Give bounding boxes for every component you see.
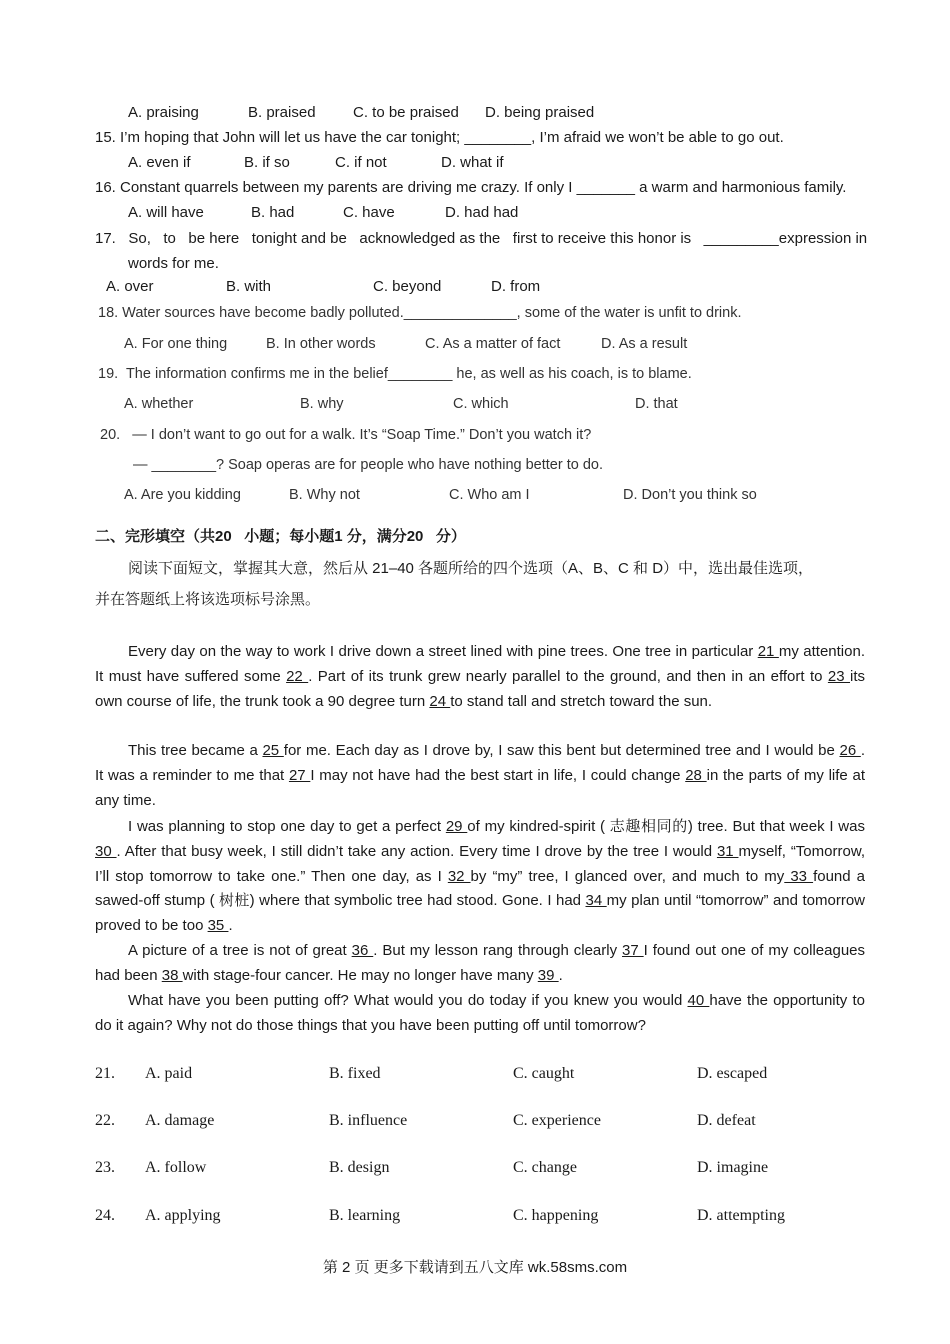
q15-option-a: A. even if	[128, 154, 191, 171]
q16-option-b: B. had	[251, 204, 295, 221]
q19-option-d: D. that	[635, 396, 678, 412]
blank-26: 26	[839, 742, 861, 759]
answer-number: 23.	[95, 1159, 115, 1176]
answer-option-c: C. change	[513, 1159, 577, 1176]
q16-option-a: A. will have	[128, 204, 204, 221]
q17-option-c: C. beyond	[373, 278, 442, 295]
q20-option-b: B. Why not	[289, 487, 360, 503]
q14-option-a: A. praising	[128, 104, 199, 121]
answer-number: 22.	[95, 1112, 115, 1129]
answer-option-c: C. experience	[513, 1112, 601, 1129]
q19-option-a: A. whether	[124, 396, 194, 412]
section-instructions-continued: 并在答题纸上将该选项标号涂黑。	[95, 591, 321, 608]
answer-option-a: A. follow	[145, 1159, 207, 1176]
q20-option-d: D. Don’t you think so	[623, 487, 757, 503]
section-instructions: 阅读下面短文，掌握其大意，然后从 21–40 各题所给的四个选项（A、B、C 和 D）中，选出最佳选项，	[128, 560, 814, 577]
blank-31: 31	[716, 842, 739, 860]
answer-option-d: D. defeat	[697, 1112, 756, 1129]
answer-option-c: C. caught	[513, 1065, 575, 1082]
q14-option-b: B. praised	[248, 104, 316, 121]
passage-paragraph-4: A picture of a tree is not of great 36 . But my lesson rang through clearly 37 I found out one of my colleagues had been 38 with stage-four cancer. He may no longer have many 39 .	[95, 942, 866, 984]
answer-option-d: D. imagine	[697, 1159, 769, 1176]
q17-option-d: D. from	[491, 278, 541, 295]
blank-27: 27	[288, 766, 311, 784]
passage-paragraph-5: What have you been putting off? What would you do today if you knew you would 40 have the opportunity to do it again? Why not do those things that you have been putting off until tomorrow?	[95, 992, 865, 1034]
q16-option-d: D. had had	[445, 204, 519, 221]
q18-option-a: A. For one thing	[124, 336, 228, 352]
blank-33: 33	[784, 867, 814, 885]
answer-option-b: B. fixed	[329, 1065, 381, 1082]
answer-option-a: A. damage	[145, 1112, 215, 1129]
answer-option-b: B. learning	[329, 1207, 401, 1224]
q19-stem: 19. The information confirms me in the belief________ he, as well as his coach, is to blame.	[98, 366, 692, 382]
q17-option-b: B. with	[226, 278, 272, 295]
blank-25: 25	[262, 742, 284, 759]
answer-option-c: C. happening	[513, 1207, 599, 1224]
answer-option-d: D. attempting	[697, 1207, 785, 1224]
answer-number: 24.	[95, 1207, 115, 1224]
passage-paragraph-2: This tree became a 25 for me. Each day as I drove by, I saw this bent but determined tree and I would be 26 . It was a reminder to me that 27 I may not have had the best start in life, I could change 28 in the parts of my life at any time.	[95, 742, 865, 809]
q14-option-c: C. to be praised	[353, 104, 459, 121]
q17-stem: 17. So, to be here tonight and be acknowledged as the first to receive this honor is _________expression in	[95, 230, 868, 247]
answer-option-d: D. escaped	[697, 1065, 768, 1082]
q18-option-d: D. As a result	[601, 336, 688, 352]
q18-stem: 18. Water sources have become badly polluted.______________, some of the water is unfit to drink.	[98, 305, 742, 321]
q20-option-a: A. Are you kidding	[124, 487, 241, 503]
blank-38: 38	[161, 966, 183, 984]
answer-option-b: B. design	[329, 1159, 390, 1176]
blank-22: 22	[286, 667, 309, 685]
blank-35: 35	[207, 917, 229, 935]
blank-23: 23	[827, 667, 850, 685]
blank-28: 28	[685, 766, 707, 784]
answer-option-a: A. applying	[145, 1207, 221, 1224]
page-footer: 第 2 页 更多下载请到五八文库 wk.58sms.com	[322, 1259, 628, 1276]
q15-option-c: C. if not	[335, 154, 387, 171]
answer-number: 21.	[95, 1065, 115, 1082]
section-title: 二、完形填空（共20 小题；每小题1 分，满分20 分）	[95, 528, 466, 545]
q17-stem-continued: words for me.	[128, 255, 219, 272]
blank-29: 29	[445, 818, 468, 835]
q19-option-c: C. which	[453, 396, 509, 412]
blank-34: 34	[585, 892, 607, 910]
q18-option-b: B. In other words	[266, 336, 376, 352]
blank-32: 32	[447, 867, 471, 885]
q20-option-c: C. Who am I	[449, 487, 530, 503]
blank-24: 24	[429, 692, 451, 710]
blank-36: 36	[351, 942, 374, 959]
blank-37: 37	[622, 942, 644, 959]
answer-option-b: B. influence	[329, 1112, 408, 1129]
blank-39: 39	[537, 966, 559, 984]
passage-paragraph-3: I was planning to stop one day to get a perfect 29 of my kindred-spirit ( 志趣相同的) tree. But that week I was 30 . After that busy week, I still didn’t take any action. Every time I drove by the tree I would 31 myself, “Tomorrow, I’ll stop tomorrow to take one.” Then one day, as I 32 by “my” tree, I glanced over, and much to my 33 found a sawed-off stump ( 树桩) where that symbolic tree had stood. Gone. I had 34 my plan until “tomorrow” and tomorrow proved to be too 35 .	[95, 818, 865, 935]
q16-option-c: C. have	[343, 204, 395, 221]
q15-option-d: D. what if	[441, 154, 504, 171]
q17-option-a: A. over	[106, 278, 154, 295]
blank-21: 21	[757, 643, 779, 660]
blank-30: 30	[95, 842, 117, 860]
q20-stem-reply: — ________? Soap operas are for people who have nothing better to do.	[133, 457, 603, 473]
q15-stem: 15. I’m hoping that John will let us have the car tonight; ________, I’m afraid we won’t be able to go out.	[95, 129, 784, 146]
q16-stem: 16. Constant quarrels between my parents are driving me crazy. If only I _______ a warm and harmonious family.	[95, 179, 847, 196]
passage-paragraph-1: Every day on the way to work I drive down a street lined with pine trees. One tree in particular 21 my attention. It must have suffered some 22 . Part of its trunk grew nearly parallel to the ground, and then in an effort to 23 its own course of life, the trunk took a 90 degree turn 24 to stand tall and stretch toward the sun.	[95, 643, 865, 710]
q20-stem: 20. — I don’t want to go out for a walk. It’s “Soap Time.” Don’t you watch it?	[100, 427, 592, 443]
q15-option-b: B. if so	[244, 154, 290, 171]
q18-option-c: C. As a matter of fact	[425, 336, 561, 352]
q14-option-d: D. being praised	[485, 104, 595, 121]
blank-40: 40	[687, 992, 710, 1009]
q19-option-b: B. why	[300, 396, 344, 412]
answer-option-a: A. paid	[145, 1065, 193, 1082]
